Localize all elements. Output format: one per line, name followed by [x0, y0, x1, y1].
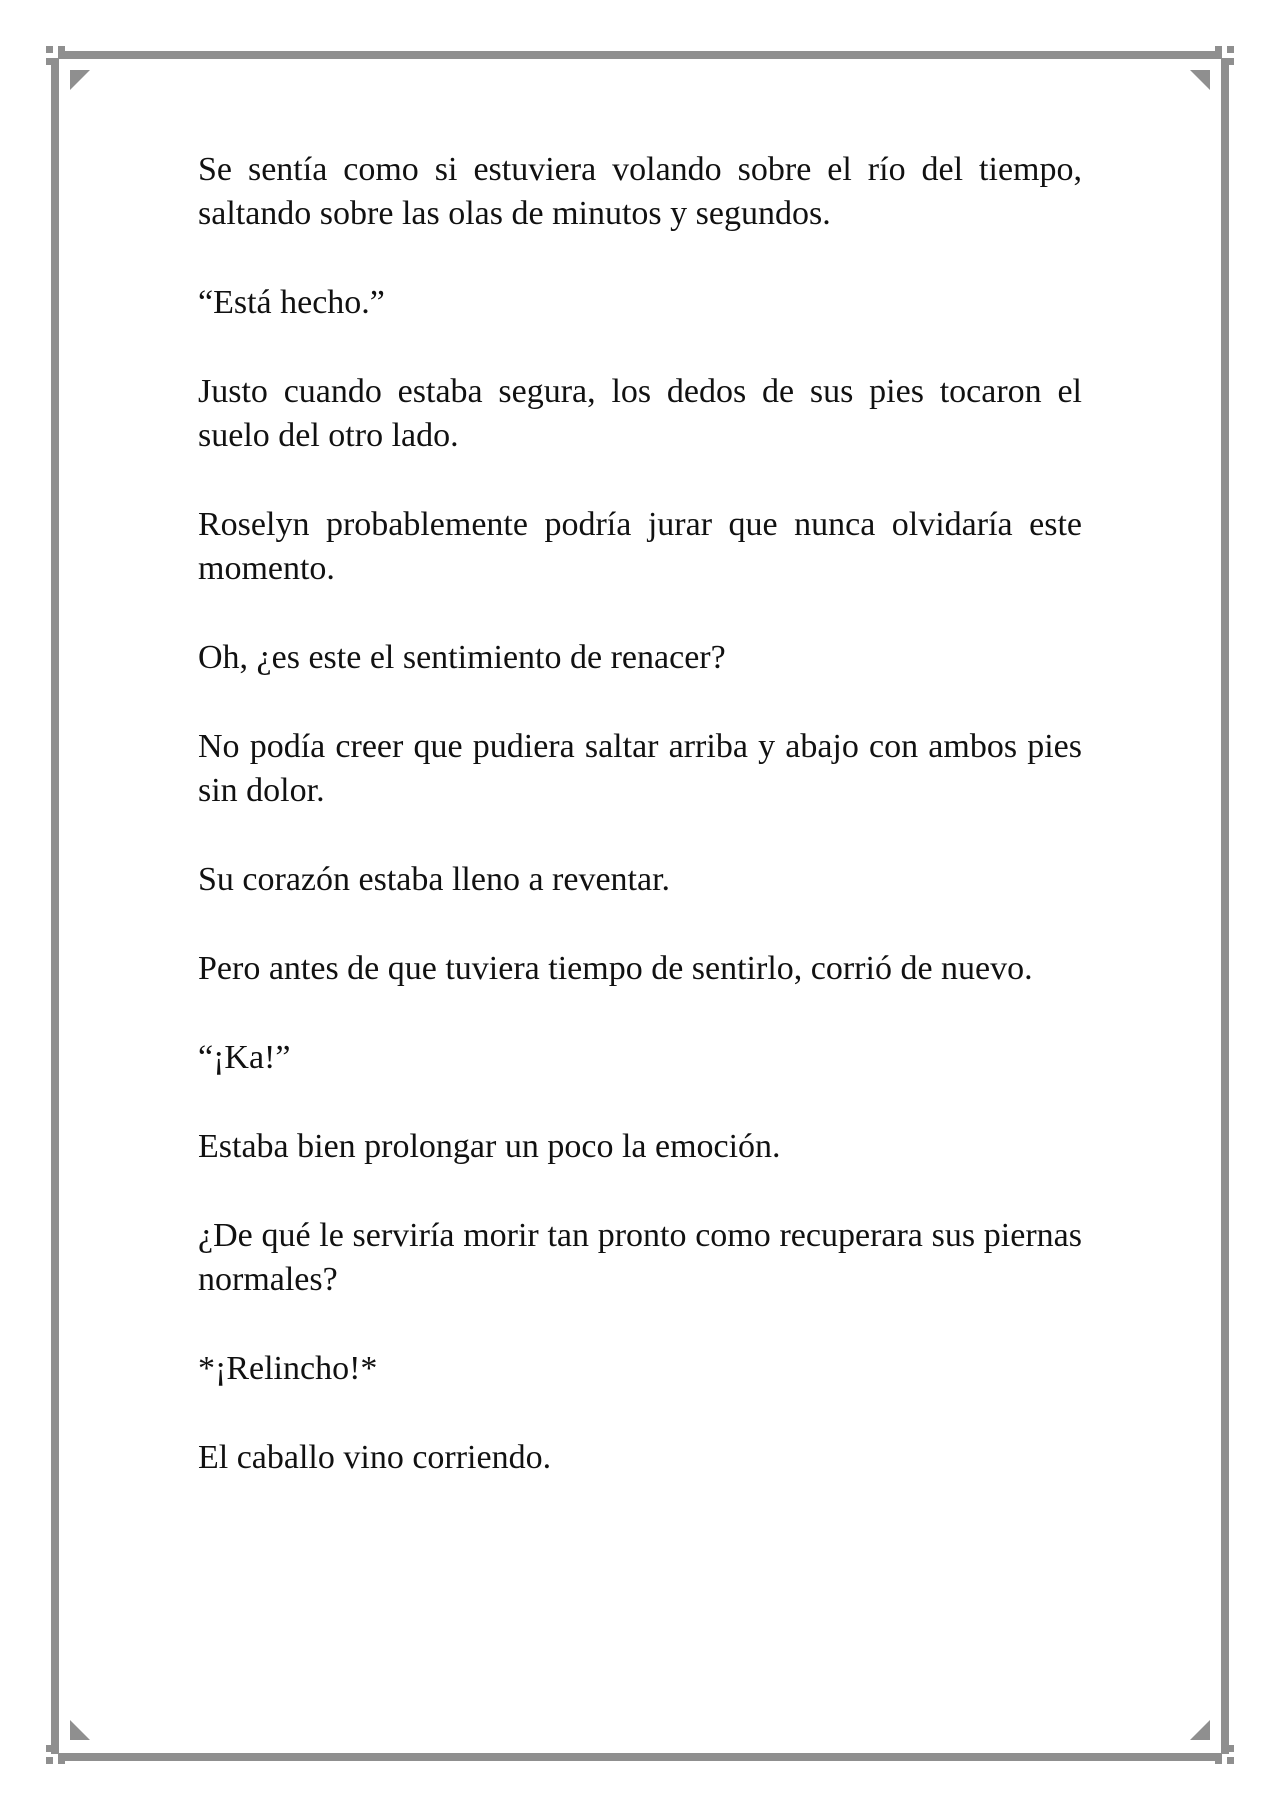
frame-corner-ornament-top-left — [46, 46, 68, 68]
paragraph: Su corazón estaba lleno a reventar. — [198, 861, 671, 898]
frame-corner-ornament-bottom-left — [46, 1742, 68, 1764]
paragraph: No podía creer que pudiera saltar arriba y abajo con ambos pies sin dolor. — [198, 728, 1082, 809]
paragraph: *¡Relincho!* — [198, 1350, 378, 1387]
paragraph: “¡Ka!” — [198, 1039, 291, 1076]
paragraph: Estaba bien prolongar un poco la emoción. — [198, 1128, 781, 1165]
corner-triangle-top-left — [70, 70, 90, 90]
paragraph: Se sentía como si estuviera volando sobre el río del tiempo, saltando sobre las olas de minutos y segundos. — [198, 151, 1082, 232]
paragraph: Pero antes de que tuviera tiempo de sentirlo, corrió de nuevo. — [198, 950, 1033, 987]
paragraph: Oh, ¿es este el sentimiento de renacer? — [198, 639, 726, 676]
frame-top-border — [58, 51, 1222, 59]
frame-bottom-border — [58, 1753, 1222, 1761]
frame-corner-ornament-bottom-right — [1212, 1742, 1234, 1764]
paragraph: ¿De qué le serviría morir tan pronto como recuperara sus piernas normales? — [198, 1217, 1082, 1298]
corner-triangle-top-right — [1190, 70, 1210, 90]
body-text — [198, 148, 1082, 1525]
frame-corner-ornament-top-right — [1212, 46, 1234, 68]
paragraph: “Está hecho.” — [198, 284, 385, 321]
corner-triangle-bottom-left — [70, 1720, 90, 1740]
paragraph: Roselyn probablemente podría jurar que nunca olvidaría este momento. — [198, 506, 1082, 587]
frame-left-border — [51, 58, 59, 1754]
paragraph: El caballo vino corriendo. — [198, 1439, 552, 1476]
frame-right-border — [1221, 58, 1229, 1754]
paragraph: Justo cuando estaba segura, los dedos de sus pies tocaron el suelo del otro lado. — [198, 373, 1082, 454]
corner-triangle-bottom-right — [1190, 1720, 1210, 1740]
